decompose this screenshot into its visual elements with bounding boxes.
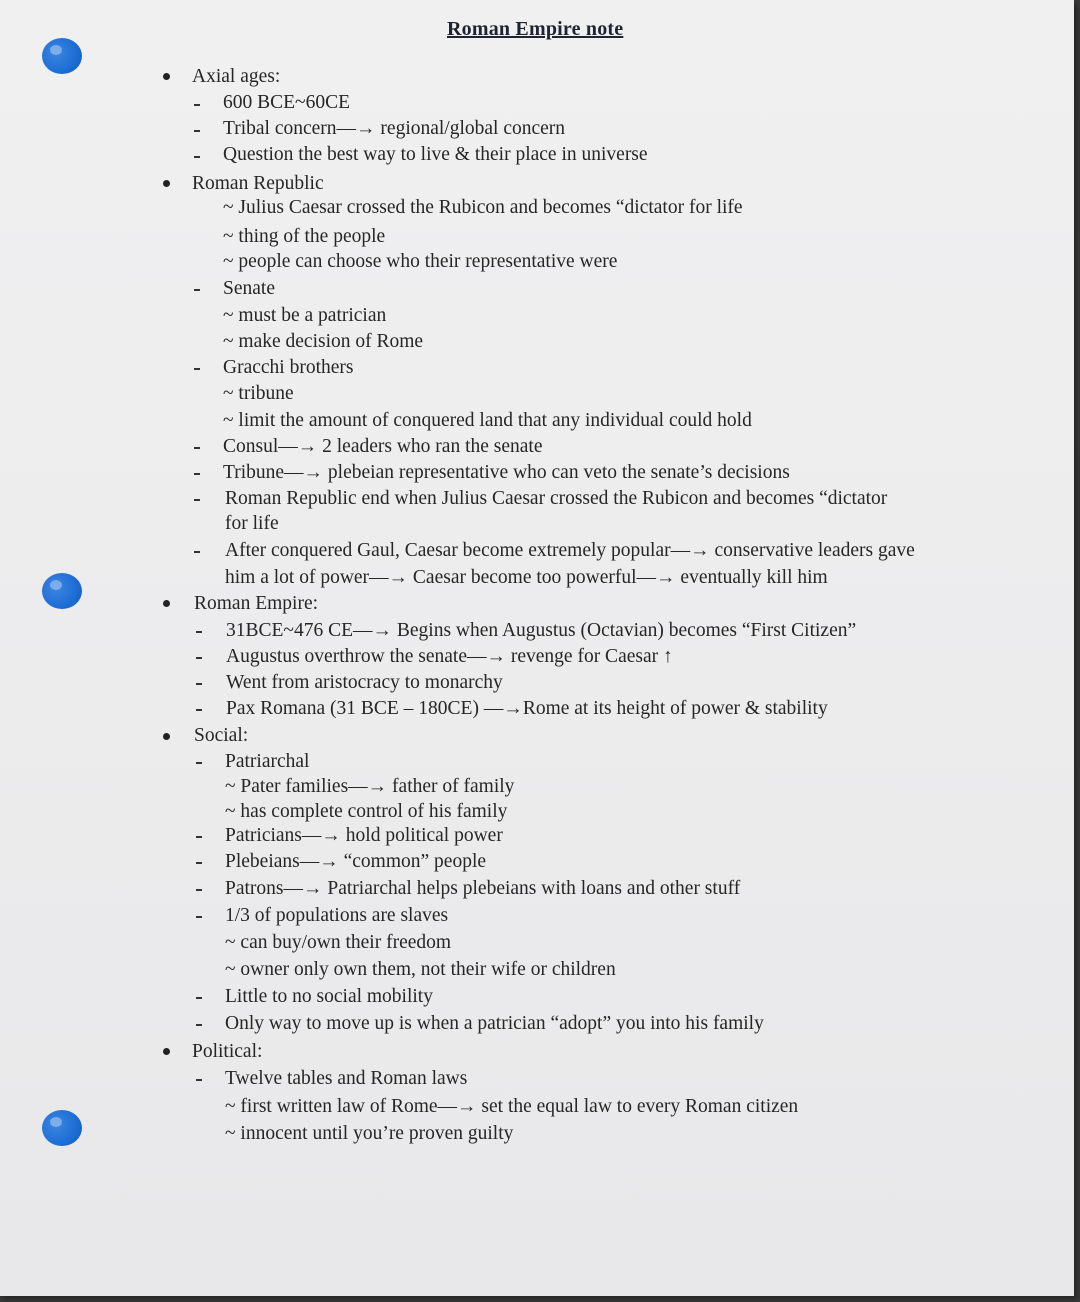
dash-marker [194, 447, 200, 449]
note-line: Went from aristocracy to monarchy [226, 672, 503, 693]
note-line: Gracchi brothers [223, 357, 354, 378]
dash-marker [196, 889, 202, 891]
dash-marker [196, 683, 202, 685]
note-line: 31BCE~476 CE—→ Begins when Augustus (Octavian) becomes “First Citizen” [226, 620, 857, 641]
sub-note-line: ~ must be a patrician [223, 305, 387, 326]
note-line: Augustus overthrow the senate—→ revenge for Caesar ↑ [226, 646, 673, 667]
note-line: Question the best way to live & their place in universe [223, 144, 648, 165]
sub-note-line: ~ tribune [223, 383, 294, 404]
sub-note-line: ~ has complete control of his family [225, 801, 508, 822]
dash-marker [196, 997, 202, 999]
note-line: Only way to move up is when a patrician “adopt” you into his family [225, 1013, 764, 1034]
note-line: Patricians—→ hold political power [225, 825, 503, 846]
bullet-marker [163, 733, 170, 740]
section-heading: Roman Empire: [194, 593, 319, 614]
sub-note-line: ~ can buy/own their freedom [225, 932, 452, 953]
sub-note-line: ~ Pater families—→ father of family [225, 776, 515, 797]
note-line: for life [225, 513, 279, 534]
sub-note-line: ~ owner only own them, not their wife or children [225, 959, 616, 980]
dash-marker [196, 862, 202, 864]
note-line: Roman Republic end when Julius Caesar crossed the Rubicon and becomes “dictator [225, 488, 888, 509]
dash-marker [194, 499, 200, 501]
dash-marker [196, 1079, 202, 1081]
dash-marker [196, 836, 202, 838]
bullet-marker [163, 600, 170, 607]
note-line: After conquered Gaul, Caesar become extremely popular—→ conservative leaders gave [225, 540, 915, 561]
note-line: Little to no social mobility [225, 986, 433, 1007]
note-line: Tribal concern—→ regional/global concern [223, 118, 566, 139]
page-title: Roman Empire note [447, 18, 624, 40]
note-line: Plebeians—→ “common” people [225, 851, 487, 872]
note-line: Patriarchal [225, 751, 310, 772]
dash-marker [196, 709, 202, 711]
note-line: Tribune—→ plebeian representative who can veto the senate’s decisions [223, 462, 790, 483]
dash-marker [196, 916, 202, 918]
bullet-marker [163, 180, 170, 187]
sub-note-line: ~ limit the amount of conquered land that any individual could hold [223, 410, 752, 431]
dash-marker [194, 130, 200, 132]
note-line: 600 BCE~60CE [223, 92, 351, 113]
note-line: Pax Romana (31 BCE – 180CE) —→Rome at its height of power & stability [226, 698, 828, 719]
sub-note-line: ~ people can choose who their representative were [223, 251, 618, 272]
binder-hole-3 [42, 1110, 82, 1146]
note-line: him a lot of power—→ Caesar become too powerful—→ eventually kill him [225, 567, 828, 588]
dash-marker [194, 289, 200, 291]
binder-hole-1 [42, 38, 82, 74]
dash-marker [196, 762, 202, 764]
dash-marker [196, 1024, 202, 1026]
section-heading: Roman Republic [192, 173, 324, 194]
bullet-marker [163, 1048, 170, 1055]
section-heading: Political: [192, 1041, 263, 1062]
note-line: Consul—→ 2 leaders who ran the senate [223, 436, 543, 457]
dash-marker [194, 473, 200, 475]
section-heading: Social: [194, 725, 249, 746]
bullet-marker [163, 73, 170, 80]
section-heading: Axial ages: [192, 66, 281, 87]
dash-marker [196, 657, 202, 659]
dash-marker [196, 631, 202, 633]
note-line: Twelve tables and Roman laws [225, 1068, 468, 1089]
sub-note-line: ~ thing of the people [223, 226, 386, 247]
dash-marker [194, 551, 200, 553]
dash-marker [194, 368, 200, 370]
sub-note-line: ~ innocent until you’re proven guilty [225, 1123, 514, 1144]
binder-hole-2 [42, 573, 82, 609]
dash-marker [194, 156, 200, 158]
note-line: Senate [223, 278, 275, 299]
note-line: 1/3 of populations are slaves [225, 905, 449, 926]
sub-note-line: ~ first written law of Rome—→ set the equal law to every Roman citizen [225, 1096, 799, 1117]
sub-note-line: ~ make decision of Rome [223, 331, 424, 352]
note-line: Patrons—→ Patriarchal helps plebeians with loans and other stuff [225, 878, 741, 899]
dash-marker [194, 104, 200, 106]
sub-note-line: ~ Julius Caesar crossed the Rubicon and becomes “dictator for life [223, 197, 743, 218]
